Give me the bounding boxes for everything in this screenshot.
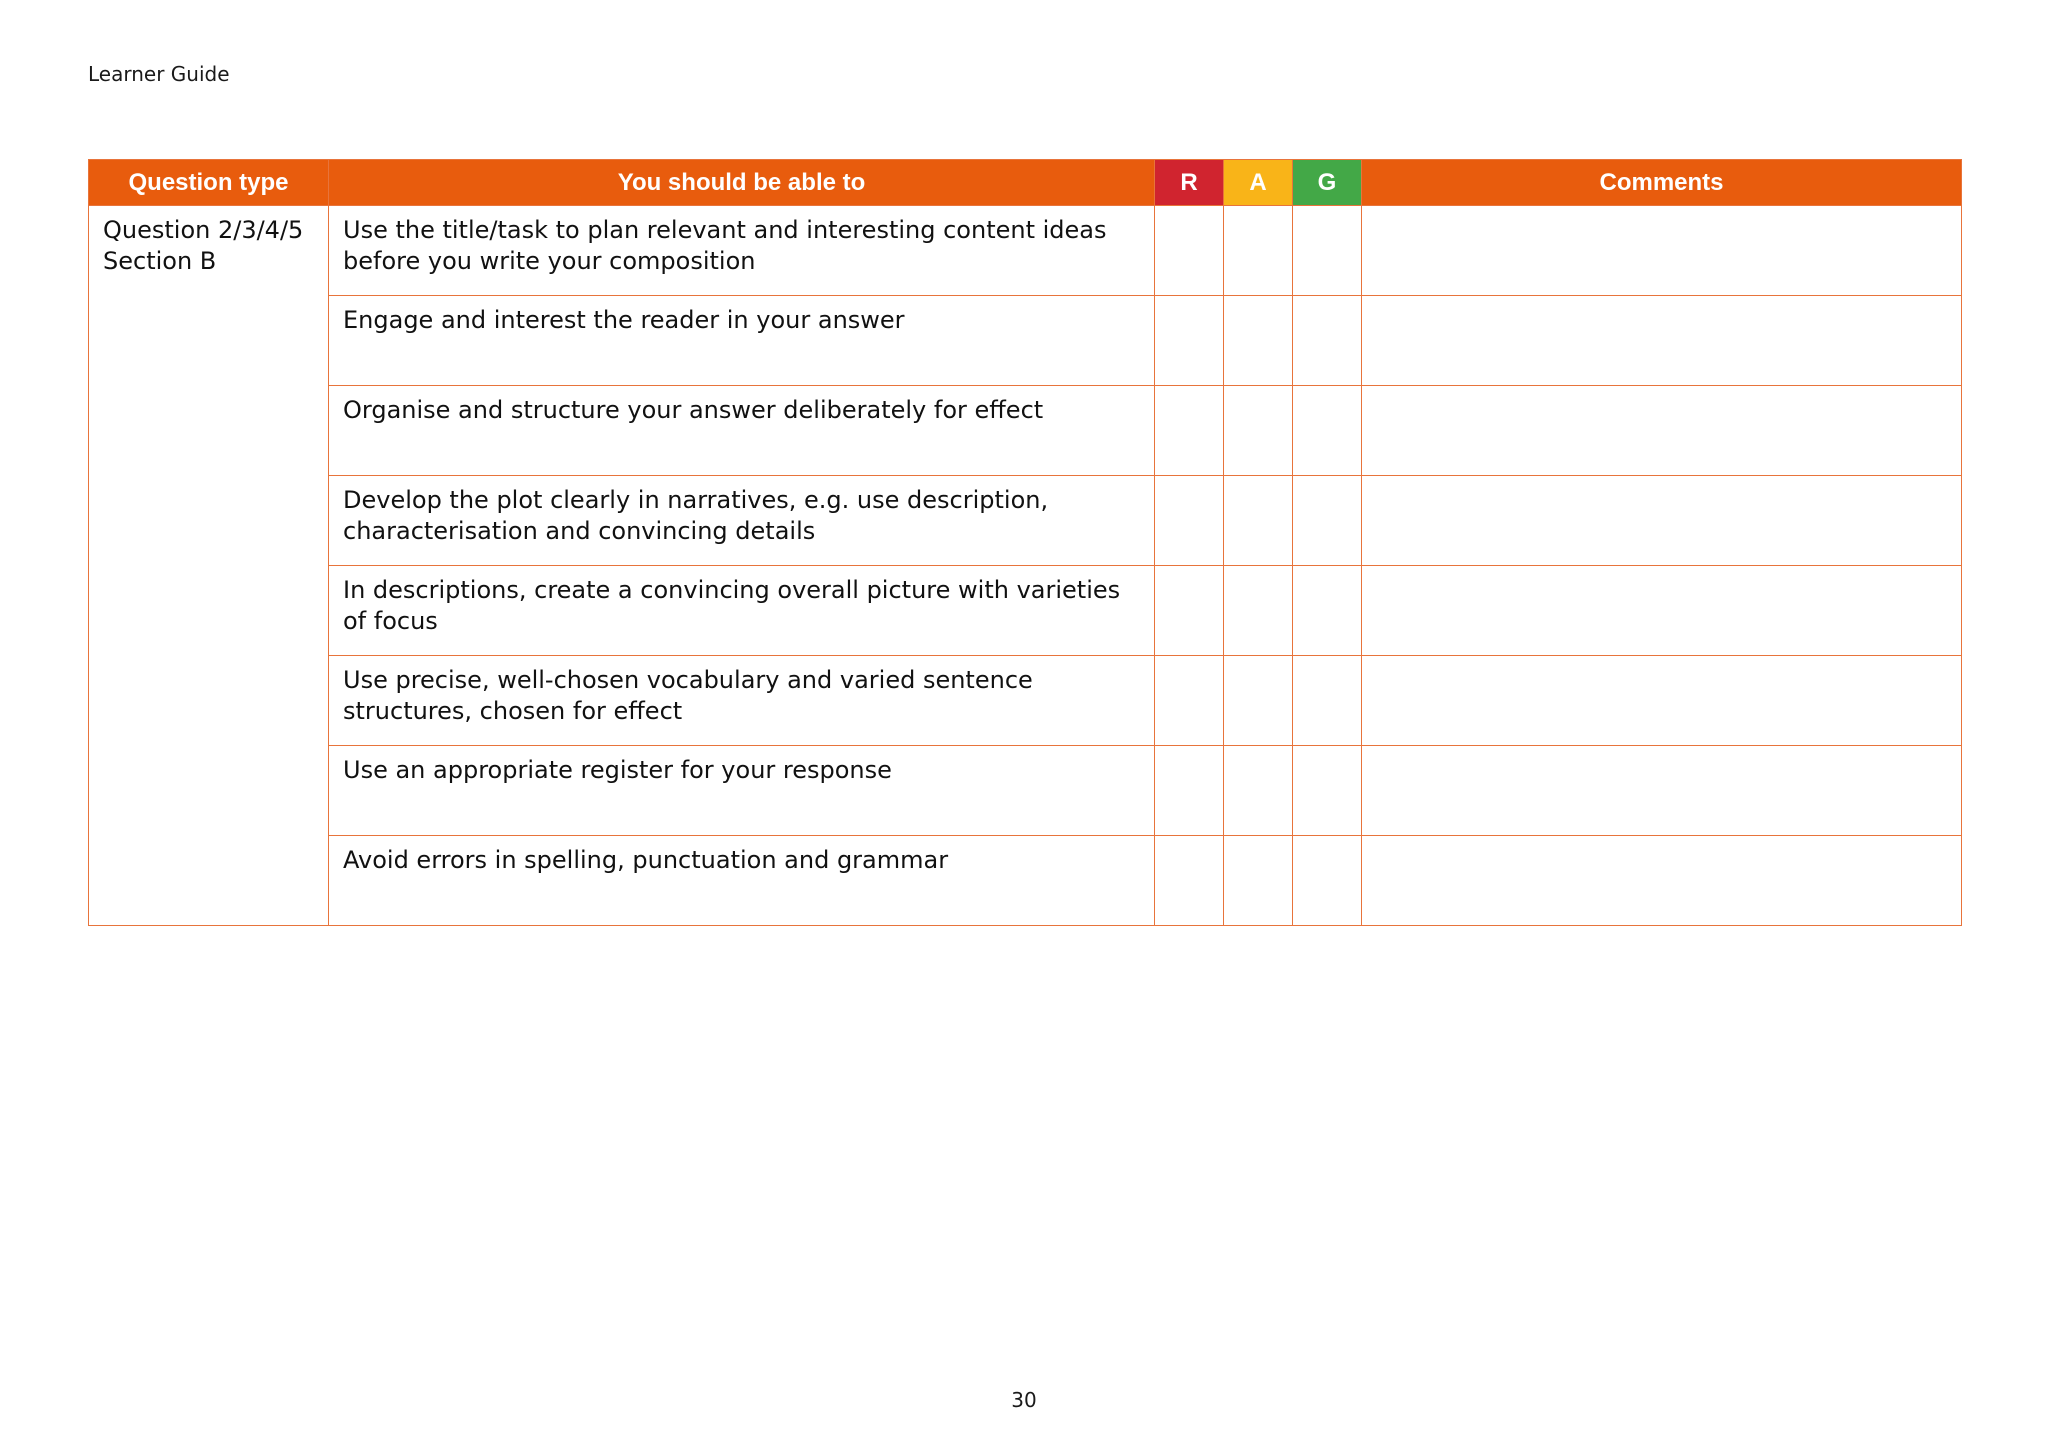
section-label: Section B [103,247,217,275]
rag-red-cell[interactable] [1155,836,1224,926]
rag-amber-cell[interactable] [1224,386,1293,476]
table-header-row [89,160,1962,206]
rag-green-cell[interactable] [1293,206,1362,296]
table-row [89,836,1962,926]
table-row [89,386,1962,476]
comments-cell[interactable] [1362,656,1962,746]
skill-cell: Avoid errors in spelling, punctuation and grammar [329,836,1155,926]
table-row [89,566,1962,656]
rag-amber-cell[interactable] [1224,746,1293,836]
rag-red-cell[interactable] [1155,206,1224,296]
table-row [89,476,1962,566]
skill-cell: Engage and interest the reader in your answer [329,296,1155,386]
comments-cell[interactable] [1362,206,1962,296]
rag-green-cell[interactable] [1293,296,1362,386]
rag-red-cell[interactable] [1155,746,1224,836]
rag-red-cell[interactable] [1155,386,1224,476]
rag-red-cell[interactable] [1155,296,1224,386]
comments-cell[interactable] [1362,836,1962,926]
rag-checklist-table [88,159,1962,926]
table-row [89,656,1962,746]
column-header-red: R [1155,160,1224,206]
rag-red-cell[interactable] [1155,476,1224,566]
rag-red-cell[interactable] [1155,566,1224,656]
rag-green-cell[interactable] [1293,746,1362,836]
comments-cell[interactable] [1362,746,1962,836]
table-row [89,746,1962,836]
question-type-label: Question 2/3/4/5 [103,216,304,244]
rag-green-cell[interactable] [1293,836,1362,926]
table-row [89,206,1962,296]
skill-cell: Develop the plot clearly in narratives, e.g. use description, characterisation and convincing details [329,476,1155,566]
rag-green-cell[interactable] [1293,656,1362,746]
skill-cell: Use the title/task to plan relevant and interesting content ideas before you write your composition [329,206,1155,296]
column-header-skill: You should be able to [329,160,1155,206]
column-header-question-type: Question type [89,160,329,206]
skill-cell: Organise and structure your answer deliberately for effect [329,386,1155,476]
comments-cell[interactable] [1362,566,1962,656]
rag-green-cell[interactable] [1293,386,1362,476]
rag-amber-cell[interactable] [1224,836,1293,926]
comments-cell[interactable] [1362,476,1962,566]
skill-cell: Use an appropriate register for your response [329,746,1155,836]
skill-cell: In descriptions, create a convincing overall picture with varieties of focus [329,566,1155,656]
comments-cell[interactable] [1362,296,1962,386]
column-header-green: G [1293,160,1362,206]
rag-amber-cell[interactable] [1224,476,1293,566]
question-type-cell [89,206,329,926]
rag-amber-cell[interactable] [1224,566,1293,656]
column-header-amber: A [1224,160,1293,206]
page-header-title: Learner Guide [88,62,230,86]
rag-amber-cell[interactable] [1224,656,1293,746]
comments-cell[interactable] [1362,386,1962,476]
rag-green-cell[interactable] [1293,476,1362,566]
rag-amber-cell[interactable] [1224,206,1293,296]
skill-cell: Use precise, well-chosen vocabulary and varied sentence structures, chosen for effect [329,656,1155,746]
table-row [89,296,1962,386]
rag-green-cell[interactable] [1293,566,1362,656]
rag-red-cell[interactable] [1155,656,1224,746]
column-header-comments: Comments [1362,160,1962,206]
rag-amber-cell[interactable] [1224,296,1293,386]
page-number: 30 [1011,1388,1037,1412]
